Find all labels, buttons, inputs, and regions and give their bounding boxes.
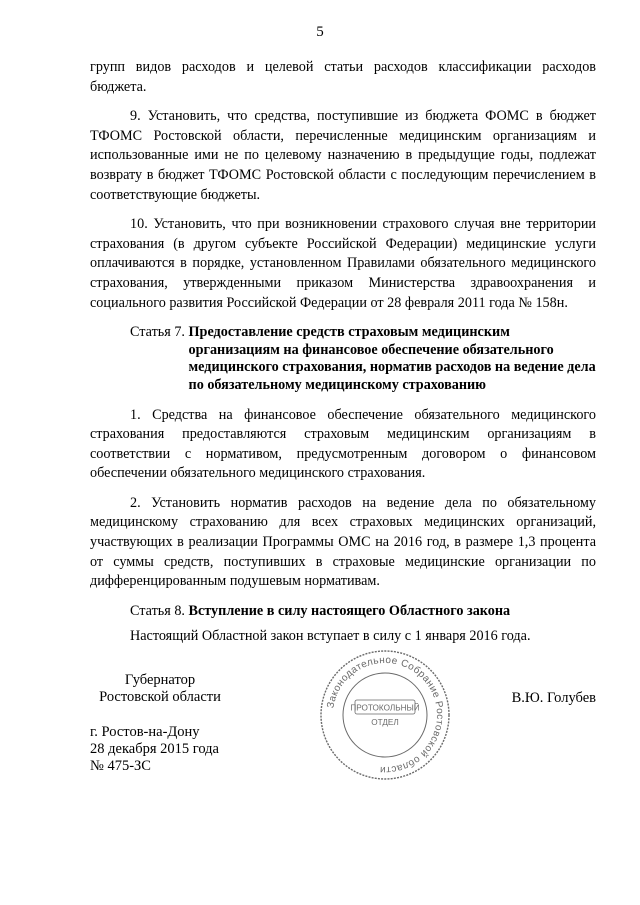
article-7-title: Предоставление средств страховым медицинским организациям на финансовое обеспечение обязательного медицинского страхования, норматив расходов на ведение дела по обязательному медицинскому страхованию bbox=[188, 324, 596, 393]
place: г. Ростов-на-Дону bbox=[90, 724, 200, 740]
signatory-position bbox=[90, 672, 230, 706]
article-7-label: Статья 7. bbox=[130, 324, 189, 341]
paragraph-9: 9. Установить, что средства, поступившие из бюджета ФОМС в бюджет ТФОМС Ростовской области, перечисленные медицинским организациям и использованные ими не по целевому назначению в предыдущие годы, подлежат возврату в бюджет ТФОМС Ростовской области с последующим перечислением в соответствующие бюджеты. bbox=[90, 108, 596, 203]
article-8-heading bbox=[90, 602, 596, 622]
stamp-inner-line-2: ОТДЕЛ bbox=[371, 718, 399, 727]
place-date-number bbox=[90, 724, 219, 775]
stamp-inner-line-1: ПРОТОКОЛЬНЫЙ bbox=[350, 703, 420, 713]
article-8-paragraph-1: Настоящий Областной закон вступает в силу с 1 января 2016 года. bbox=[130, 628, 531, 645]
article-8-title: Вступление в силу настоящего Областного закона bbox=[188, 602, 511, 619]
paragraph-continuation: групп видов расходов и целевой статьи расходов классификации расходов бюджета. bbox=[90, 59, 596, 95]
article-8-label: Статья 8. bbox=[130, 602, 189, 619]
signatory-name: В.Ю. Голубев bbox=[511, 690, 596, 706]
page-number: 5 bbox=[316, 24, 324, 40]
position-line-1: Губернатор bbox=[124, 672, 196, 688]
stamp-outer-text: Законодательное Собрание Ростовской области bbox=[325, 654, 446, 776]
document-body bbox=[90, 58, 596, 647]
date: 28 декабря 2015 года bbox=[90, 741, 219, 757]
law-number: № 475-ЗС bbox=[90, 758, 151, 774]
stamp-seal bbox=[318, 648, 452, 782]
article-7-paragraph-1: 1. Средства на финансовое обеспечение обязательного медицинского страхования предоставляются страховым медицинским организациям в соответствии с нормативом, предусмотренным договором о финансовом обеспечении обязательного медицинского страхования. bbox=[90, 406, 596, 482]
position-line-2: Ростовской области bbox=[99, 689, 221, 705]
article-7-paragraph-2: 2. Установить норматив расходов на ведение дела по обязательному медицинскому страхованию для всех страховых медицинских организаций, участвующих в реализации Программы ОМС на 2016 год, в размере 1,3 процента от суммы средств, поступивших в страховые медицинские организации по дифференцированным подушевым нормативам. bbox=[90, 494, 596, 590]
article-7-heading bbox=[90, 323, 596, 394]
paragraph-10: 10. Установить, что при возникновении страхового случая вне территории страхования (в другом субъекте Российской Федерации) медицинские услуги оплачиваются в порядке, установленном Правилами обязательного медицинского страхования, утвержденными приказом Министерства здравоохранения и социального развития Российской Федерации от 28 февраля 2011 года № 158н. bbox=[90, 216, 596, 311]
